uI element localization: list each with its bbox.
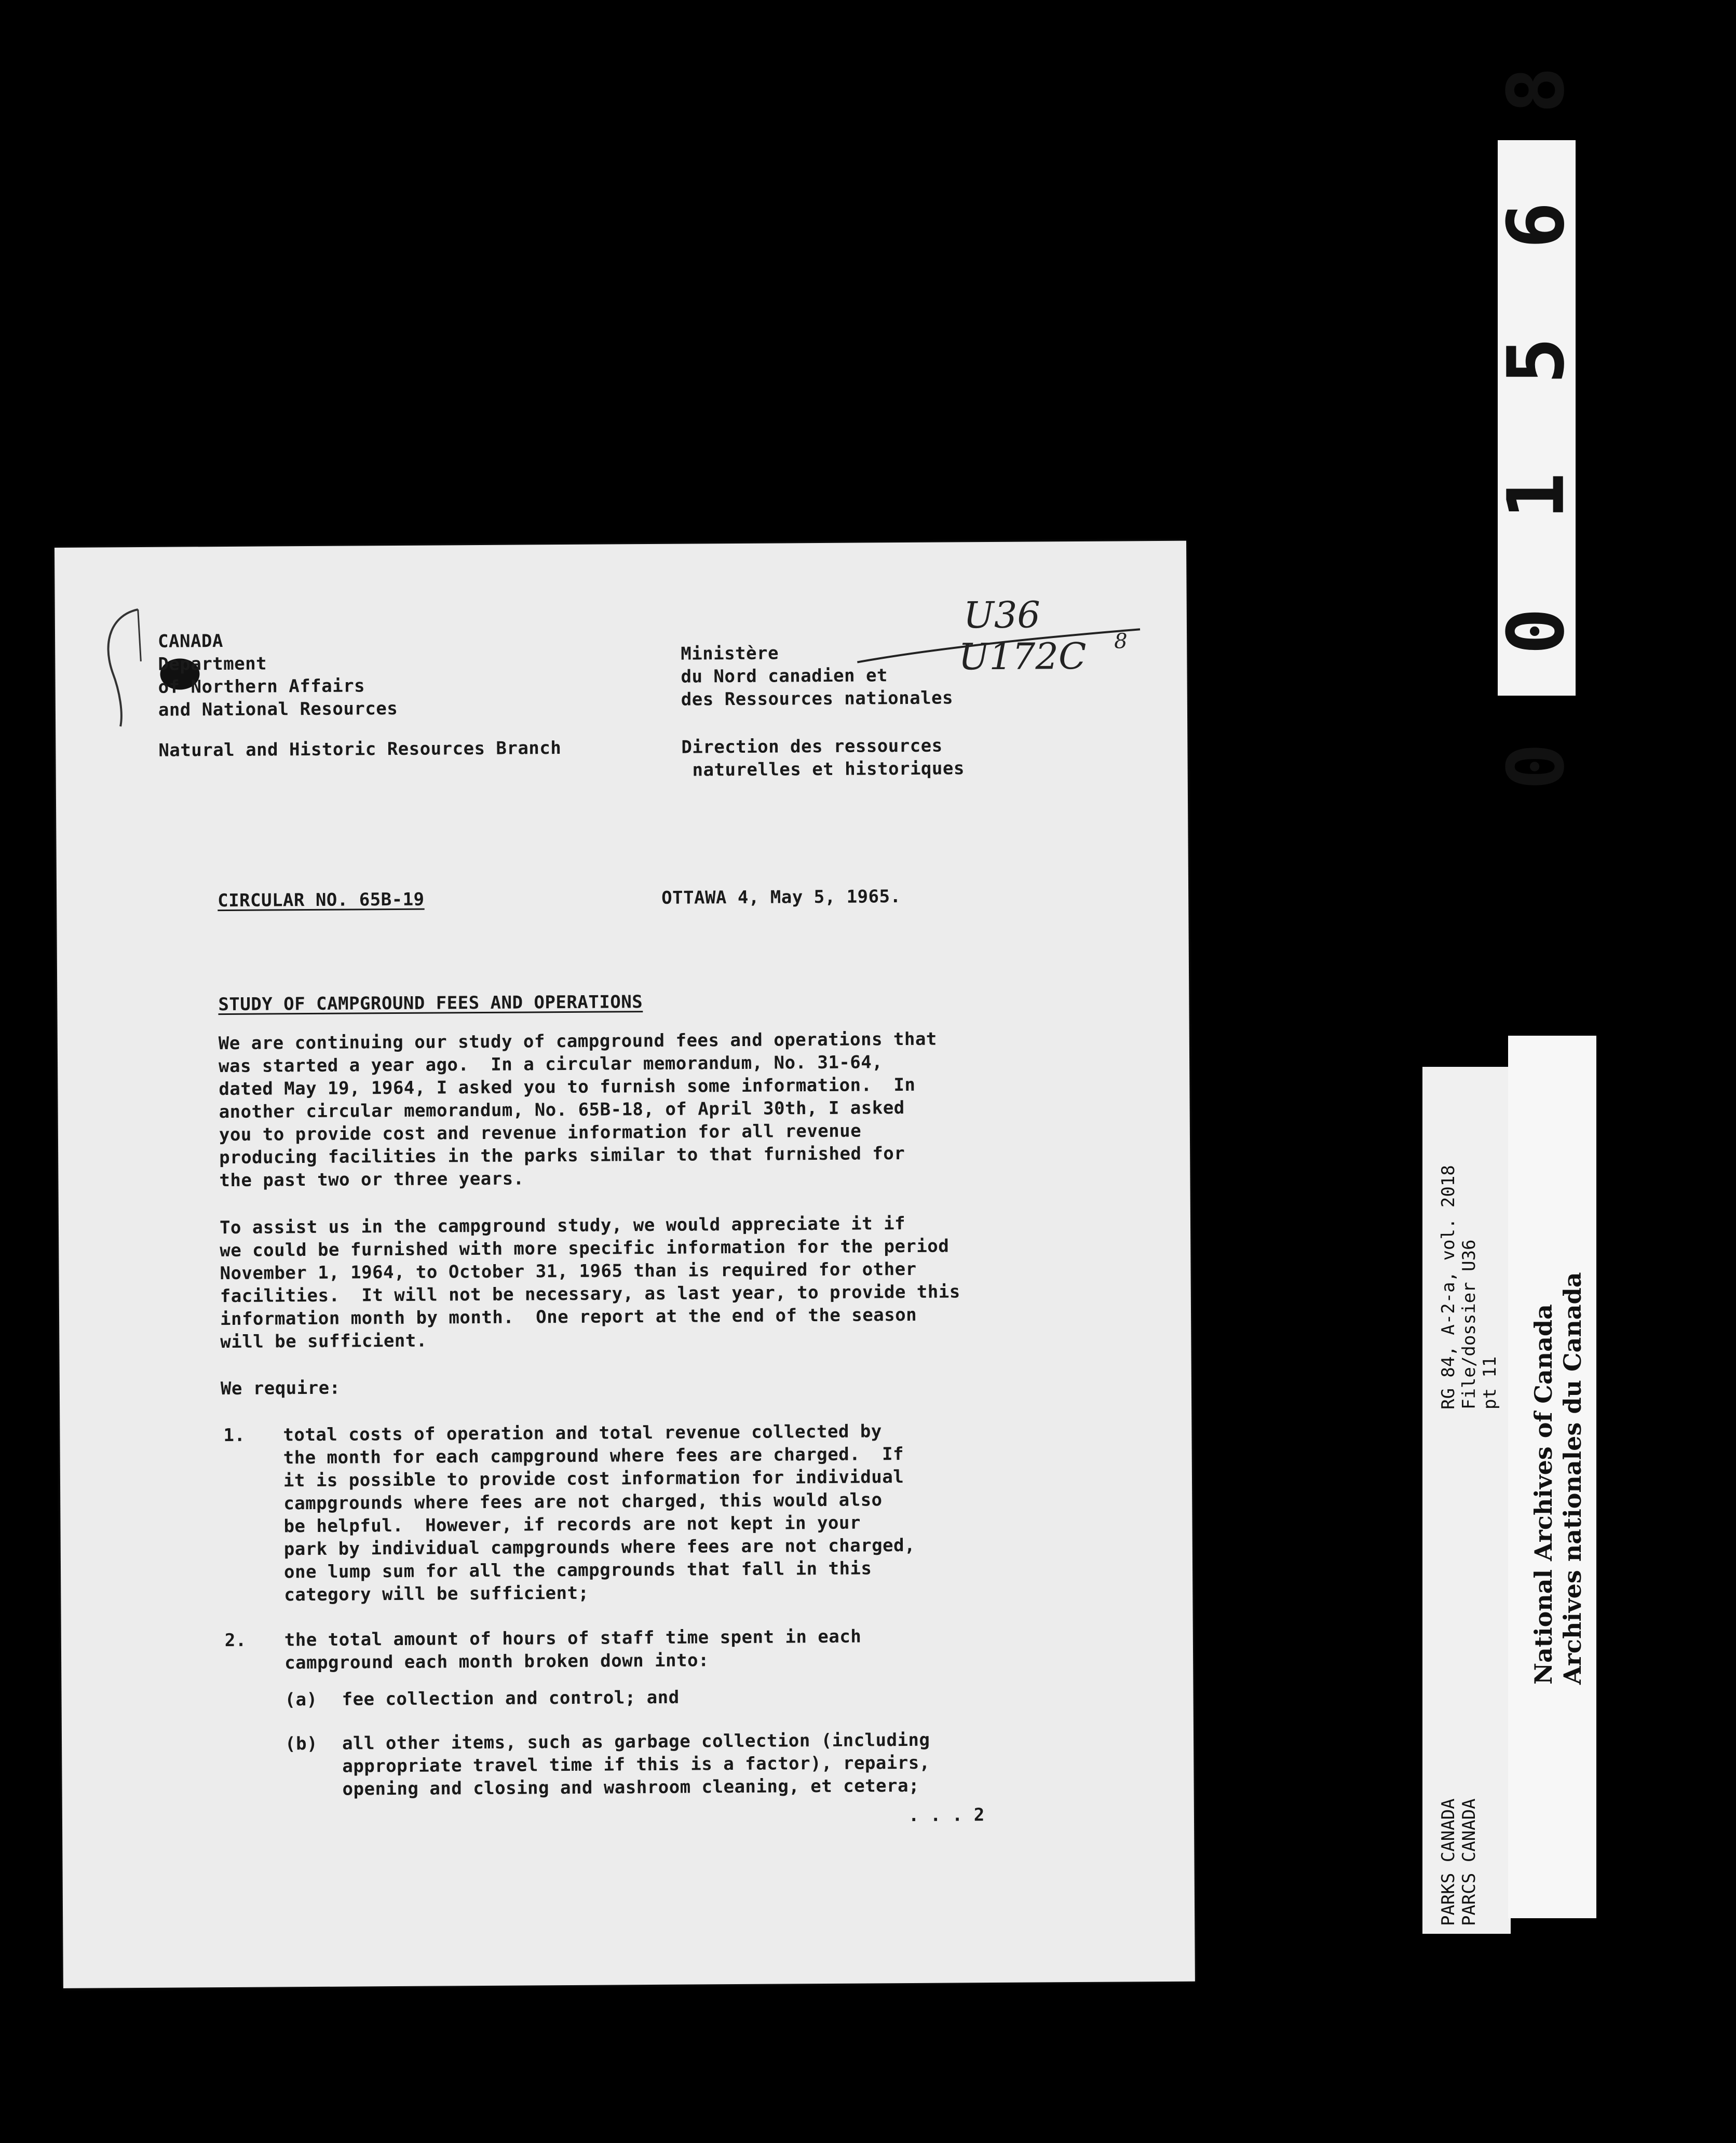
circular-number: CIRCULAR NO. 65B-19 — [218, 889, 425, 912]
item-2-text: the total amount of hours of staff time spent in each campground each month broken down into: — [284, 1626, 862, 1674]
left-header: CANADA Department of Northern Affairs and National Resources — [157, 631, 398, 721]
item-2b-text: all other items, such as garbage collection (including appropriate travel time if this is a factor), repairs, opening and closing and washroom cleaning, et cetera; — [342, 1729, 930, 1800]
parks-canada-label — [1422, 1067, 1511, 1934]
archive-number-label — [1491, 46, 1582, 790]
parks-reference: RG 84, A-2-a, vol. 2018 — [1438, 1165, 1459, 1409]
handwritten-ref-suffix: 8 — [1114, 629, 1128, 654]
left-branch: Natural and Historic Resources Branch — [158, 738, 562, 761]
continued-marker: . . . 2 — [908, 1805, 985, 1826]
parks-agency-fr: PARCS CANADA — [1459, 1798, 1480, 1926]
handwritten-ref-1: U36 — [963, 593, 1041, 637]
parks-reference-text — [1438, 1165, 1500, 1409]
right-branch: Direction des ressources naturelles et historiques — [681, 735, 965, 781]
document-page — [55, 541, 1195, 1988]
parks-file: File/dossier U36 — [1459, 1239, 1480, 1409]
handwritten-ref-2: U172C — [958, 634, 1087, 679]
nac-name-en: National Archives of Canada — [1529, 1304, 1557, 1685]
place-date: OTTAWA 4, May 5, 1965. — [661, 886, 901, 908]
parks-agency-text — [1438, 1798, 1480, 1926]
national-archives-label — [1508, 1036, 1596, 1918]
right-header: Ministère du Nord canadien et des Ressources nationales — [681, 643, 954, 710]
we-require: We require: — [220, 1377, 341, 1400]
parks-agency-en: PARKS CANADA — [1438, 1798, 1459, 1926]
paragraph-1: We are continuing our study of campground fees and operations that was started a year ago. In a circular memorandum, No. 31-64, dated May 19, 1964, I asked you to furnish some information. In another circular memorandum, No. 65B-18, of April 30th, I asked you to provide cost and revenue information for all revenue producing facilities in the parks similar to that furnished for the past two or three years. — [218, 1028, 937, 1191]
nac-text — [1529, 1272, 1587, 1685]
parks-part: pt 11 — [1480, 1356, 1500, 1409]
item-2-number: 2. — [224, 1630, 247, 1651]
nac-name-fr: Archives nationales du Canada — [1558, 1272, 1586, 1685]
item-2b-number: (b) — [284, 1733, 318, 1755]
archive-number: 0 0 1 5 6 8 — [1491, 46, 1582, 790]
subject-heading: STUDY OF CAMPGROUND FEES AND OPERATIONS — [218, 992, 643, 1015]
item-1-text: total costs of operation and total revenue collected by the month for each campground where fees are charged. If it is possible to provide cost information for individual campgrounds where fees are not charged, this would also be helpful. However, if records are not kept in your park by individual campgrounds where fees are not charged, one lump sum for all the campgrounds that fall in this category will be sufficient; — [283, 1421, 916, 1606]
item-2a-text: fee collection and control; and — [342, 1687, 680, 1710]
item-1-number: 1. — [223, 1425, 246, 1446]
paragraph-2: To assist us in the campground study, we would appreciate it if we could be furnished with more specific information for the period November 1, 1964, to October 31, 1965 than is required for other facilities. It will not be necessary, as last year, to provide this information month by month. One report at the end of the season will be sufficient. — [219, 1213, 960, 1353]
item-2a-number: (a) — [284, 1689, 318, 1711]
